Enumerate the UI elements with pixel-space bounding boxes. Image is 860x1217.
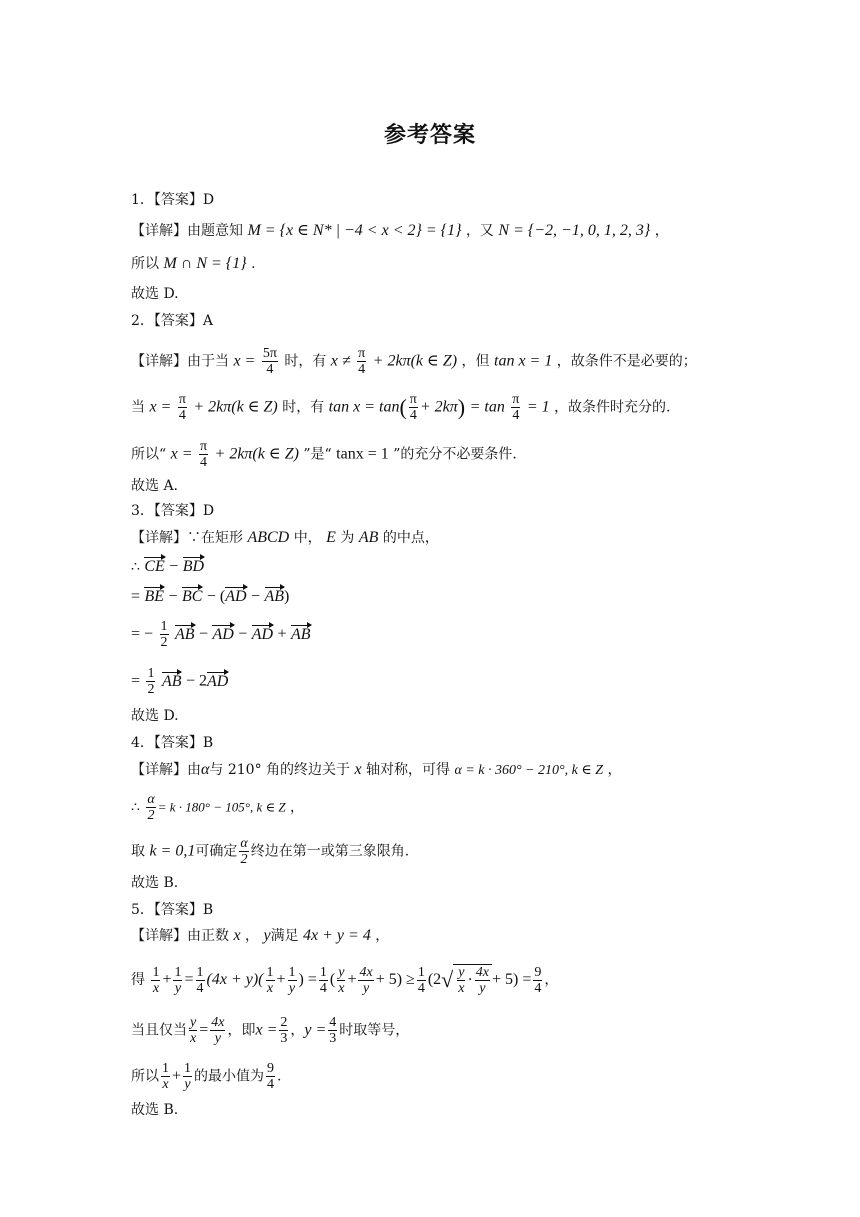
fraction: [409, 392, 418, 423]
q5-conclusion: 故选 B.: [131, 1102, 179, 1118]
set-n: N = {−2, −1, 0, 1, 2, 3}: [498, 222, 651, 239]
fraction: [319, 965, 328, 996]
text: 【详解】由正数: [131, 928, 229, 944]
q4-detail-line3: [131, 836, 409, 867]
text: 时，有: [284, 353, 327, 370]
fraction: [161, 1061, 170, 1092]
vector: AB: [290, 625, 311, 643]
text: 当且仅当: [131, 1022, 187, 1039]
fraction: [189, 1015, 197, 1046]
math: x ≠: [330, 352, 351, 370]
set-m: M = {x ∈ N* | −4 < x < 2} = {1}: [247, 222, 462, 239]
q2-detail-line2: [131, 392, 671, 423]
math: + 2kπ: [419, 398, 458, 416]
denominator: 4: [266, 362, 274, 377]
numerator: 1: [417, 964, 425, 980]
numerator: α: [147, 792, 155, 807]
text: 满足: [270, 928, 299, 944]
numerator: 1: [184, 1061, 192, 1076]
denominator: x: [152, 980, 160, 996]
fraction: [146, 666, 155, 697]
denominator: 4: [409, 408, 417, 423]
denominator: x: [190, 1031, 197, 1046]
q2-answer: 2．【答案】A: [131, 313, 214, 329]
denominator: 4: [196, 980, 204, 996]
vector: AD: [251, 625, 274, 643]
numerator: 1: [147, 666, 155, 681]
numerator: π: [199, 439, 208, 454]
fraction: [337, 965, 345, 996]
text: 当: [131, 399, 145, 416]
q1-conclusion: 故选 D.: [131, 286, 179, 302]
text: ”的充分不必要条件.: [393, 446, 517, 463]
math: α = k · 360° − 210°, k ∈ Z: [454, 763, 604, 778]
operator: −: [168, 588, 178, 605]
text: 【详解】由于当: [131, 353, 229, 370]
vector: AD: [212, 625, 234, 643]
denominator: y: [362, 980, 370, 996]
q1-detail-line1: [131, 220, 669, 242]
q2-conclusion: 故选 A.: [131, 478, 179, 494]
operator: =: [199, 1021, 209, 1039]
numerator: 1: [162, 1061, 169, 1076]
sqrt-sign: √: [441, 967, 454, 992]
detail-label: 【详解】由题意知: [131, 223, 243, 239]
math: E: [326, 529, 336, 546]
text: 的最小值为: [194, 1068, 265, 1085]
denominator: y: [184, 1077, 191, 1092]
operator: ): [284, 588, 290, 605]
math: tan x = 1: [494, 352, 553, 370]
text: ∴: [131, 559, 140, 575]
fraction: [160, 619, 169, 650]
numerator: α: [240, 836, 248, 851]
math: x =: [233, 352, 256, 370]
q3-step4: [131, 666, 228, 697]
math: 4x + y = 4: [303, 927, 371, 944]
text: 所以: [131, 256, 159, 272]
vector: AB: [174, 625, 195, 643]
text: ，: [290, 799, 305, 816]
numerator: 4x: [359, 964, 373, 980]
numerator: 1: [288, 964, 296, 980]
numerator: 2: [280, 1015, 288, 1030]
fraction: [266, 1061, 275, 1092]
text: 得: [131, 972, 145, 988]
math: x =: [255, 1021, 278, 1039]
denominator: 2: [147, 808, 155, 823]
numerator: π: [358, 346, 366, 361]
denominator: 4: [534, 980, 542, 996]
q1-detail-line2: [131, 253, 256, 275]
denominator: x: [266, 980, 274, 996]
operator: +: [277, 625, 287, 643]
text: ，: [290, 1022, 305, 1039]
denominator: 4: [512, 408, 520, 423]
text: 【详解】由: [131, 762, 201, 778]
text: ，: [654, 223, 669, 239]
q4-detail-line2: [131, 792, 304, 823]
q5-detail-line3: [131, 1015, 409, 1046]
numerator: 4x: [475, 965, 489, 980]
operator: (2: [427, 971, 442, 988]
numerator: 1: [174, 964, 182, 980]
operator: +: [276, 971, 286, 988]
q4-detail-line1: [131, 759, 621, 782]
denominator: 4: [417, 980, 425, 996]
text: ”是“: [303, 446, 332, 463]
vector: AB: [161, 672, 182, 690]
math: k = 0,1: [149, 842, 196, 860]
denominator: x: [338, 980, 345, 996]
operator: + 5) ≥: [375, 971, 415, 988]
denominator: y: [214, 1031, 221, 1046]
numerator: 1: [160, 619, 168, 634]
operator: ) =: [298, 971, 317, 988]
fraction: [199, 439, 208, 470]
numerator: π: [409, 392, 417, 407]
fraction: [357, 346, 366, 377]
numerator: y: [190, 1015, 197, 1030]
vector: AD: [225, 588, 247, 605]
text: 与 210° 角的终边关于: [209, 762, 351, 778]
denominator: 2: [147, 682, 155, 697]
text: ，: [544, 972, 559, 988]
fraction: [146, 792, 155, 823]
math: = k · 180° − 105°, k ∈ Z: [157, 799, 286, 815]
fraction: [239, 836, 248, 867]
text: ，又: [465, 223, 494, 239]
math: (4x + y)(: [206, 971, 264, 988]
fraction: [288, 965, 297, 996]
numerator: π: [178, 392, 186, 407]
numerator: π: [512, 392, 520, 407]
denominator: 2: [240, 852, 248, 867]
numerator: y: [338, 964, 345, 980]
text: 时取等号，: [339, 1022, 410, 1039]
text: 终边在第一或第三象限角.: [250, 843, 410, 860]
operator: − (: [206, 588, 226, 605]
vector: BC: [181, 588, 203, 605]
denominator: 4: [267, 1077, 275, 1092]
math: α: [201, 761, 210, 778]
fraction: [279, 1015, 288, 1046]
q5-detail-line2: [131, 964, 558, 996]
text: ，但: [461, 353, 490, 370]
numerator: 1: [152, 964, 160, 980]
text: ，故条件不是必要的；: [556, 353, 697, 370]
text: 时，有: [282, 399, 325, 416]
q5-detail-line4: [131, 1061, 281, 1092]
denominator: 3: [329, 1031, 337, 1046]
text: .: [277, 1068, 282, 1085]
q2-detail-line3: [131, 439, 517, 470]
denominator: 4: [200, 455, 208, 470]
numerator: y: [458, 965, 465, 980]
q5-detail-line1: [131, 925, 389, 947]
vector: AB: [264, 588, 285, 605]
text: ，: [245, 928, 260, 944]
page-title: 参考答案: [383, 123, 476, 148]
numerator: 4x: [211, 1015, 225, 1030]
denominator: y: [174, 980, 182, 996]
text: ，即: [227, 1022, 256, 1039]
math: + 2kπ(k ∈ Z): [214, 445, 299, 463]
q3-step1: [131, 556, 204, 578]
math: tan x = tan: [328, 398, 400, 416]
fraction: [210, 1015, 225, 1046]
math: + 2kπ(k ∈ Z): [193, 398, 278, 416]
fraction: [417, 965, 426, 996]
text: ，故条件时充分的.: [554, 399, 671, 416]
fraction: [151, 965, 160, 996]
denominator: 4: [178, 408, 186, 423]
fraction: [533, 965, 542, 996]
fraction: [178, 392, 187, 423]
math: x =: [149, 398, 172, 416]
fraction: [328, 1015, 337, 1046]
operator: =: [131, 588, 141, 605]
text: .: [251, 256, 256, 272]
q3-step3: [131, 619, 311, 650]
denominator: y: [479, 981, 486, 996]
denominator: 2: [160, 635, 168, 650]
denominator: 3: [280, 1031, 288, 1046]
numerator: 1: [266, 964, 274, 980]
q3-detail-line1: [131, 527, 439, 549]
math: + 2kπ(k ∈ Z): [372, 352, 458, 370]
operator: ·: [467, 971, 473, 989]
q2-detail-line1: [131, 346, 697, 377]
math: x =: [170, 445, 193, 463]
vector: BE: [144, 588, 165, 605]
fraction: [173, 965, 182, 996]
vector: BD: [182, 558, 205, 575]
denominator: x: [162, 1077, 169, 1092]
text: 所以“: [131, 446, 167, 463]
numerator: 4: [329, 1015, 337, 1030]
operator: −: [251, 588, 261, 605]
fraction: [475, 965, 490, 996]
math: ABCD: [247, 529, 290, 546]
numerator: 5π: [262, 346, 277, 361]
text: 【详解】∵在矩形: [131, 530, 243, 546]
math: = tan: [469, 398, 505, 416]
paren-open: (: [399, 394, 407, 420]
q1-answer: 1．【答案】D: [131, 192, 215, 208]
vector: CE: [144, 558, 165, 575]
operator: +: [172, 1067, 182, 1085]
operator: =: [184, 971, 194, 988]
text: 中，: [293, 530, 322, 546]
paren-close: ): [457, 394, 466, 420]
fraction: [266, 965, 275, 996]
operator: +: [162, 971, 172, 988]
fraction: [183, 1061, 192, 1092]
denominator: 4: [358, 362, 366, 377]
intersection-math: M ∩ N = {1}: [163, 255, 247, 272]
math: x: [233, 927, 241, 944]
fraction: [457, 965, 465, 996]
q4-conclusion: 故选 B.: [131, 875, 179, 891]
fraction: [196, 965, 205, 996]
operator: =: [131, 672, 141, 690]
operator: +: [347, 971, 357, 988]
q4-answer: 4．【答案】B: [131, 735, 214, 751]
text: 的中点，: [382, 530, 439, 546]
q3-step2: [131, 586, 289, 608]
text: ，: [607, 762, 622, 778]
numerator: 9: [534, 964, 542, 980]
q3-conclusion: 故选 D.: [131, 708, 179, 724]
numerator: 1: [319, 964, 327, 980]
fraction: [511, 392, 520, 423]
denominator: 4: [319, 980, 327, 996]
operator: − 2: [185, 672, 207, 690]
denominator: x: [458, 981, 465, 996]
text: ∴: [131, 799, 140, 816]
vector: AD: [206, 672, 229, 690]
sqrt-body: [453, 964, 492, 996]
text: ，: [375, 928, 390, 944]
operator: −: [169, 558, 179, 575]
text: 可确定: [195, 843, 238, 860]
operator: −: [198, 625, 208, 643]
q3-answer: 3．【答案】D: [131, 503, 215, 519]
denominator: y: [288, 980, 296, 996]
numerator: 1: [196, 964, 204, 980]
text: 轴对称，可得: [366, 762, 451, 778]
math: y =: [304, 1021, 327, 1039]
operator: + 5) =: [492, 971, 532, 988]
math: tanx = 1: [336, 445, 389, 463]
text: 取: [131, 843, 145, 860]
text: 为: [340, 530, 355, 546]
math: y: [263, 927, 271, 944]
fraction: [358, 965, 373, 996]
math: = 1: [526, 398, 550, 416]
q5-answer: 5．【答案】B: [131, 902, 214, 918]
fraction: [262, 346, 278, 377]
operator: (: [329, 971, 336, 988]
math: x: [354, 761, 362, 778]
numerator: 9: [267, 1061, 275, 1076]
math: AB: [358, 529, 379, 546]
text: 所以: [131, 1068, 159, 1085]
operator: −: [238, 625, 248, 643]
operator: = −: [131, 625, 154, 643]
